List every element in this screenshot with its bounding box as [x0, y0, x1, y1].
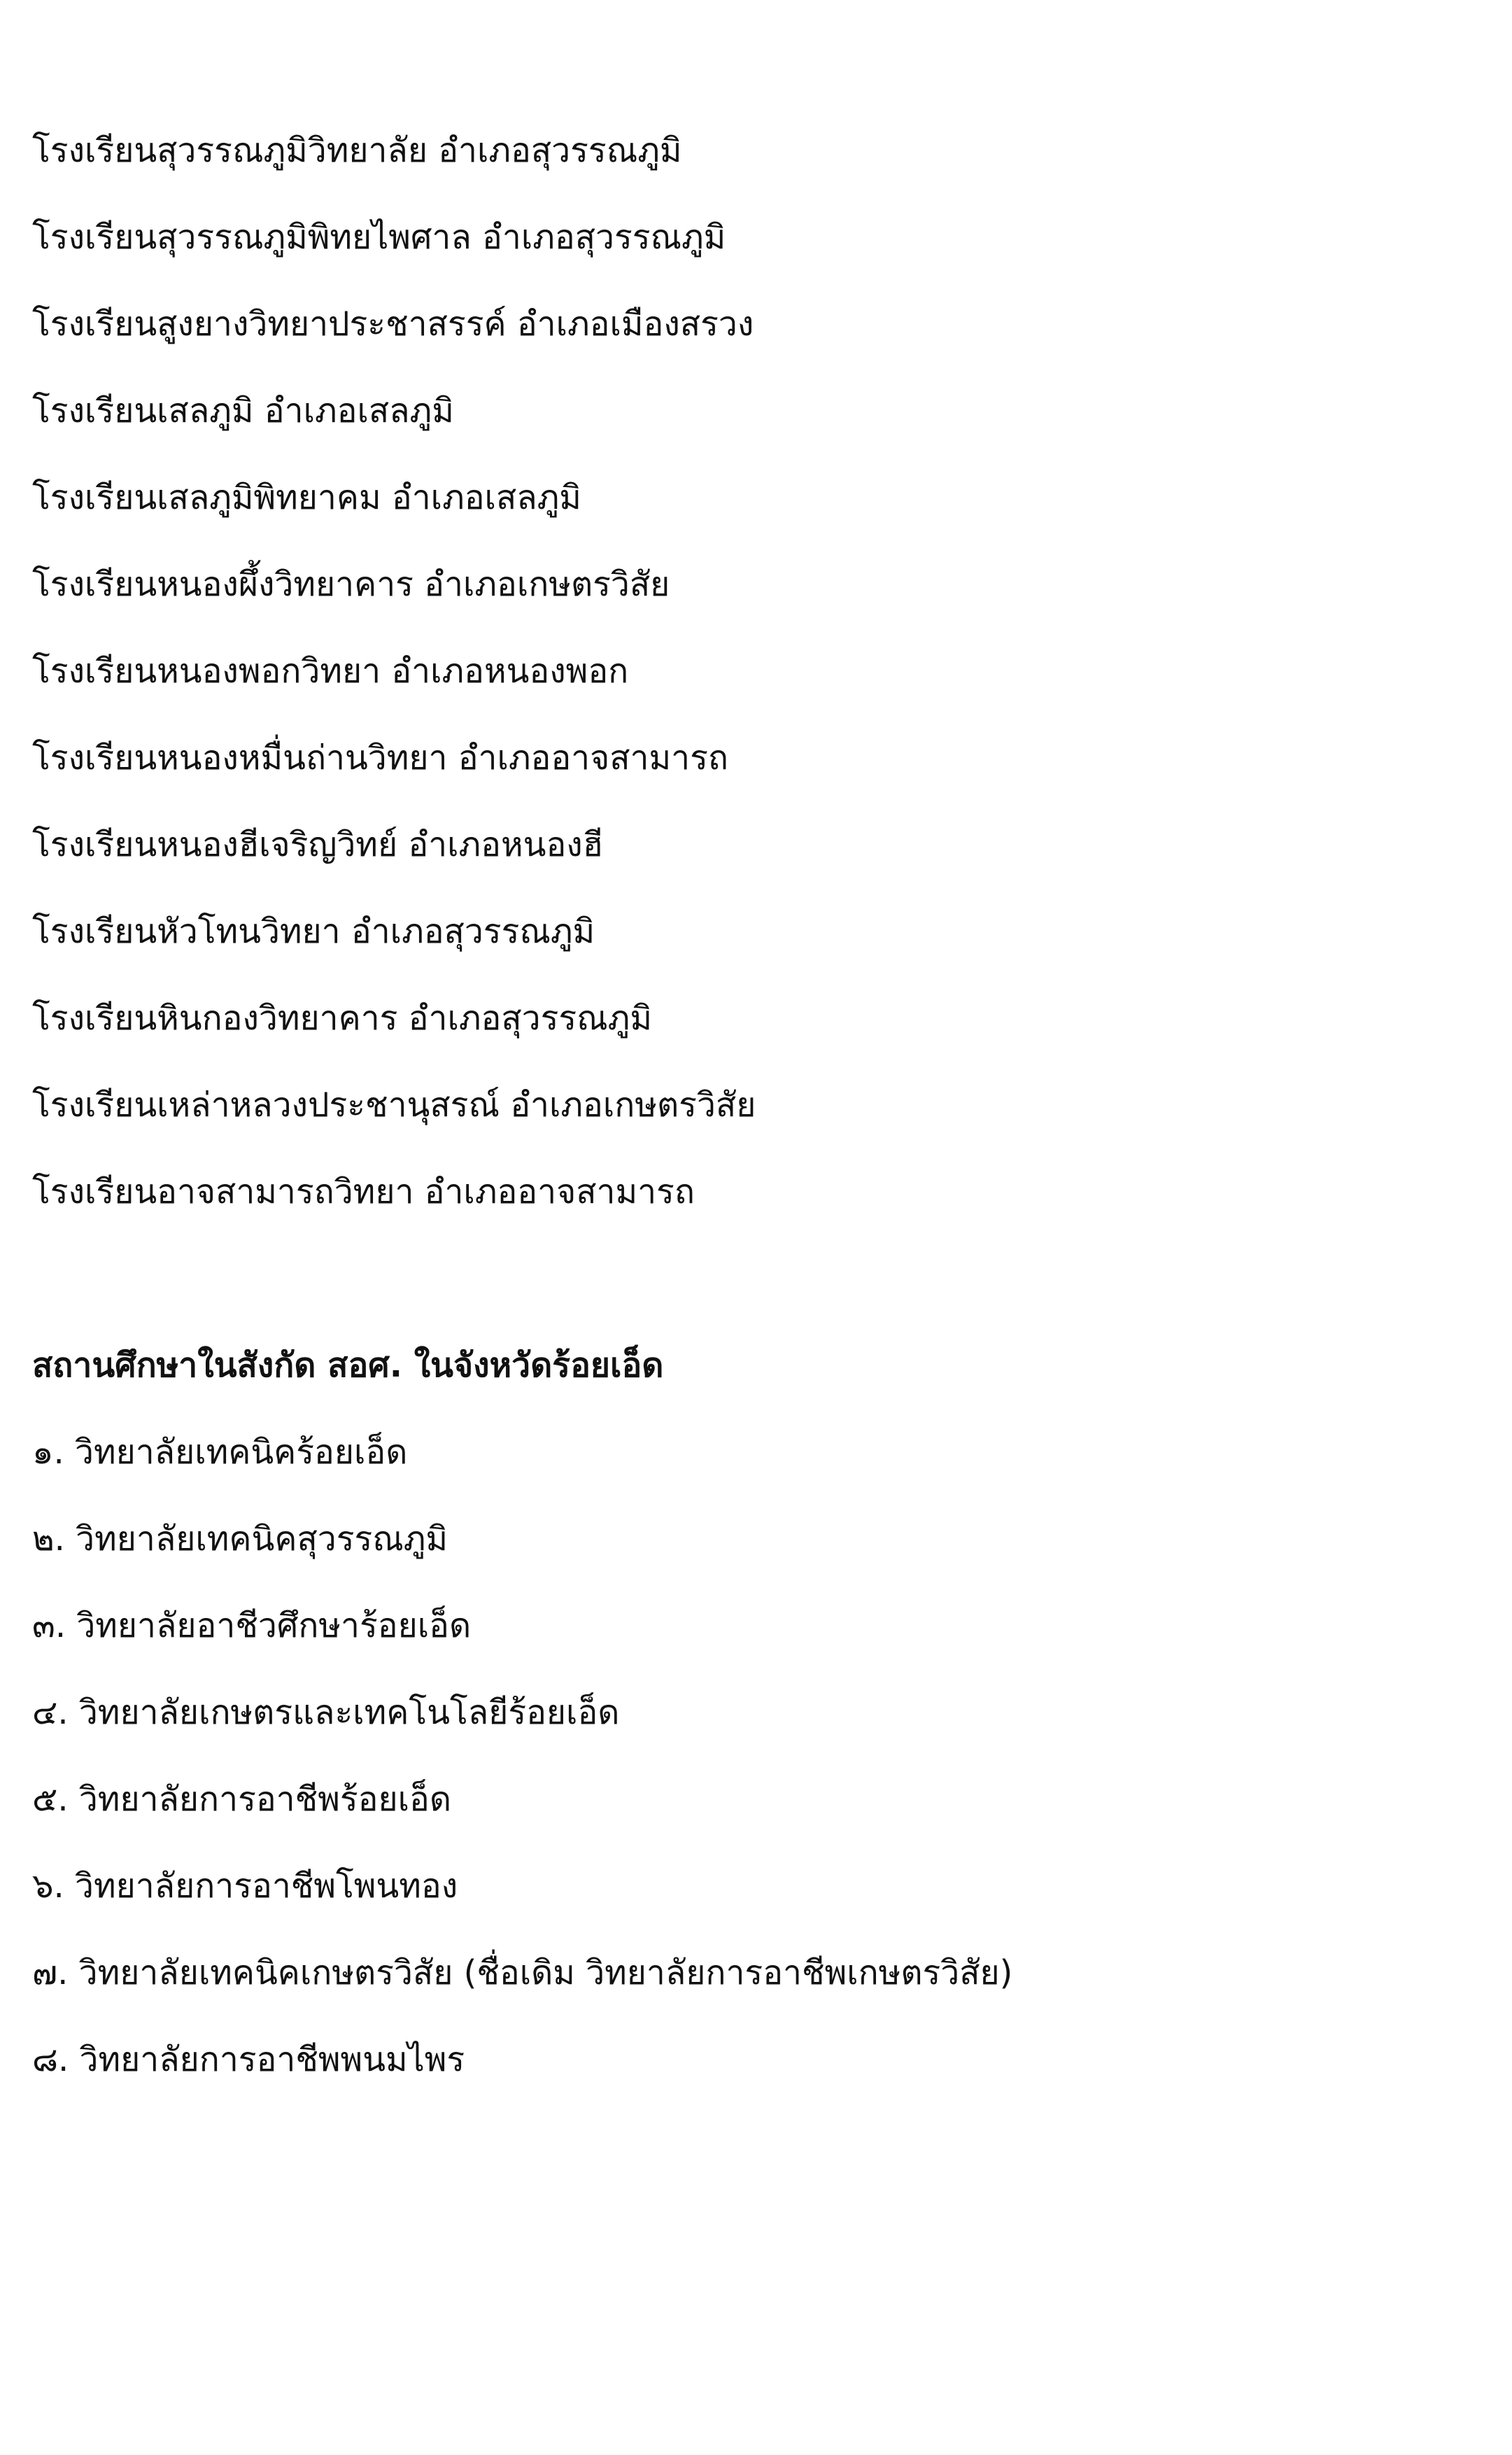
- school-item: โรงเรียนหัวโทนวิทยา อำเภอสุวรรณภูมิ: [32, 912, 595, 951]
- school-item: โรงเรียนหนองพอกวิทยา อำเภอหนองพอก: [32, 652, 629, 691]
- school-item: โรงเรียนเสลภูมิพิทยาคม อำเภอเสลภูมิ: [32, 478, 581, 517]
- vocational-item: ๑. วิทยาลัยเทคนิคร้อยเอ็ด: [32, 1433, 408, 1472]
- vocational-item: ๓. วิทยาลัยอาชีวศึกษาร้อยเอ็ด: [32, 1606, 472, 1645]
- school-item: โรงเรียนหนองผึ้งวิทยาคาร อำเภอเกษตรวิสัย: [32, 565, 670, 604]
- vocational-item: ๖. วิทยาลัยการอาชีพโพนทอง: [32, 1866, 458, 1906]
- school-item: โรงเรียนสุวรรณภูมิพิทยไพศาล อำเภอสุวรรณภูมิ: [32, 218, 726, 257]
- school-item: โรงเรียนหนองหมื่นถ่านวิทยา อำเภออาจสามารถ: [32, 738, 728, 778]
- school-item: โรงเรียนหินกองวิทยาคาร อำเภอสุวรรณภูมิ: [32, 999, 652, 1038]
- school-item: โรงเรียนสูงยางวิทยาประชาสรรค์ อำเภอเมืองสรวง: [32, 304, 754, 344]
- vocational-item: ๔. วิทยาลัยเกษตรและเทคโนโลยีร้อยเอ็ด: [32, 1693, 620, 1732]
- school-item: โรงเรียนหนองฮีเจริญวิทย์ อำเภอหนองฮี: [32, 825, 603, 864]
- vocational-item: ๘. วิทยาลัยการอาชีพพนมไพร: [32, 2040, 465, 2079]
- section-heading: สถานศึกษาในสังกัด สอศ. ในจังหวัดร้อยเอ็ด: [32, 1346, 664, 1385]
- vocational-item: ๗. วิทยาลัยเทคนิคเกษตรวิสัย (ชื่อเดิม วิทยาลัยการอาชีพเกษตรวิสัย): [32, 1953, 1013, 1992]
- school-item: โรงเรียนสุวรรณภูมิวิทยาลัย อำเภอสุวรรณภูมิ: [32, 131, 682, 170]
- vocational-item: ๒. วิทยาลัยเทคนิคสุวรรณภูมิ: [32, 1519, 448, 1559]
- vocational-item: ๕. วิทยาลัยการอาชีพร้อยเอ็ด: [32, 1780, 451, 1819]
- school-item: โรงเรียนอาจสามารถวิทยา อำเภออาจสามารถ: [32, 1172, 695, 1211]
- school-item: โรงเรียนเหล่าหลวงประชานุสรณ์ อำเภอเกษตรวิสัย: [32, 1085, 756, 1125]
- school-item: โรงเรียนเสลภูมิ อำเภอเสลภูมิ: [32, 391, 454, 430]
